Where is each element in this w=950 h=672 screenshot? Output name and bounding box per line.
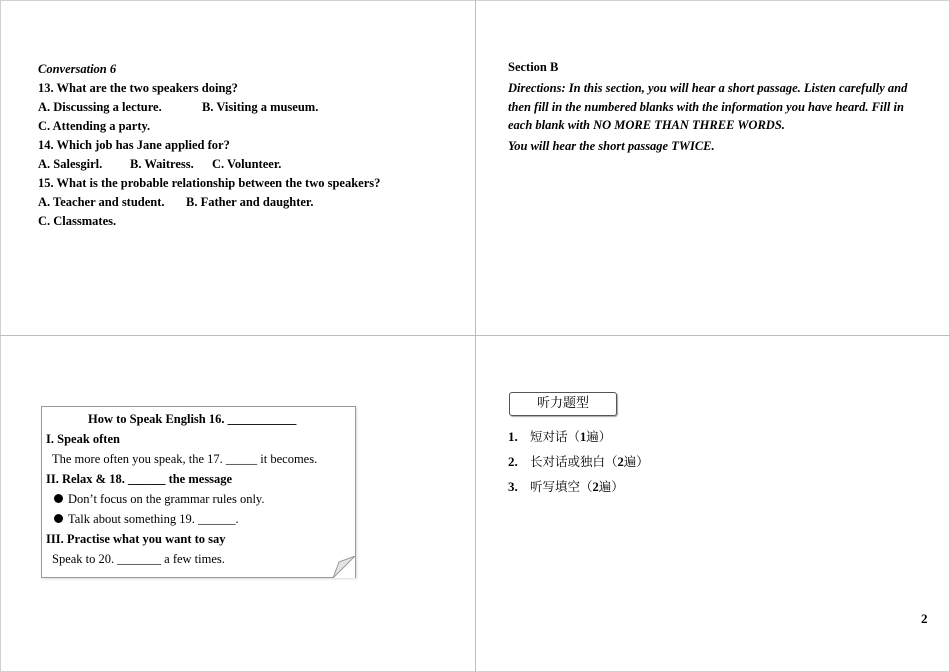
section-title: Section B: [508, 60, 559, 74]
card-bullet-2-text: Talk about something 19. ______.: [68, 512, 239, 526]
question-14: 14. Which job has Jane applied for?: [38, 138, 230, 152]
conversation-6-panel: [38, 60, 458, 231]
list-item: [508, 449, 649, 474]
question-14-options: [38, 155, 458, 174]
item-text: 短对话（: [530, 429, 581, 444]
note-card: [41, 406, 356, 578]
bullet-icon: [54, 494, 63, 503]
card-bullet-1: [42, 489, 355, 509]
item-number: 2.: [508, 454, 518, 469]
page-number: 2: [921, 611, 928, 626]
item-tail: 遍）: [598, 479, 624, 494]
conversation-heading: Conversation 6: [38, 62, 117, 76]
option-13a: A. Discussing a lecture.: [38, 100, 162, 114]
option-15c: C. Classmates.: [38, 214, 117, 228]
card-heading-1: I. Speak often: [46, 432, 120, 446]
item-tail: 遍）: [623, 454, 649, 469]
option-15a: A. Teacher and student.: [38, 195, 165, 209]
option-15b: B. Father and daughter.: [186, 195, 314, 209]
card-title: How to Speak English 16. ___________: [88, 412, 297, 426]
card-heading-2: II. Relax & 18. ______ the message: [46, 472, 233, 486]
option-13b: B. Visiting a museum.: [202, 100, 319, 114]
card-bullet-2: [42, 509, 355, 529]
question-15-options: [38, 193, 458, 212]
vertical-divider: [475, 0, 476, 672]
question-types-label: 听力题型: [509, 392, 617, 416]
list-item: [508, 474, 649, 499]
card-bullet-1-text: Don’t focus on the grammar rules only.: [68, 492, 265, 506]
option-14b: B. Waitress.: [130, 157, 194, 171]
item-count: 1: [580, 430, 587, 444]
option-14c: C. Volunteer.: [212, 157, 282, 171]
item-text: 听写填空（: [530, 479, 593, 494]
page-curl-icon: [333, 556, 355, 578]
bullet-icon: [54, 514, 63, 523]
list-item: [508, 424, 649, 449]
question-13-options: [38, 98, 458, 117]
item-number: 3.: [508, 479, 518, 494]
section-directions: Directions: In this section, you will hear a short passage. Listen carefully and then fill in the numbered blanks with the information you have heard. Fill in each blank with NO MORE THAN THREE WORDS.: [508, 81, 908, 132]
item-number: 1.: [508, 429, 518, 444]
item-count: 2: [592, 480, 599, 494]
section-note: You will hear the short passage TWICE.: [508, 138, 715, 153]
option-14a: A. Salesgirl.: [38, 157, 103, 171]
question-types-list: [508, 424, 649, 499]
card-heading-3: III. Practise what you want to say: [46, 532, 226, 546]
item-tail: 遍）: [586, 429, 612, 444]
question-15: 15. What is the probable relationship between the two speakers?: [38, 176, 381, 190]
card-text-3: Speak to 20. _______ a few times.: [52, 552, 225, 566]
question-13: 13. What are the two speakers doing?: [38, 81, 238, 95]
option-13c: C. Attending a party.: [38, 119, 151, 133]
horizontal-divider: [0, 335, 950, 336]
item-count: 2: [617, 455, 624, 469]
section-b-panel: [508, 58, 928, 155]
card-text-1: The more often you speak, the 17. _____ it becomes.: [52, 452, 318, 466]
item-text: 长对话或独白（: [530, 454, 618, 469]
